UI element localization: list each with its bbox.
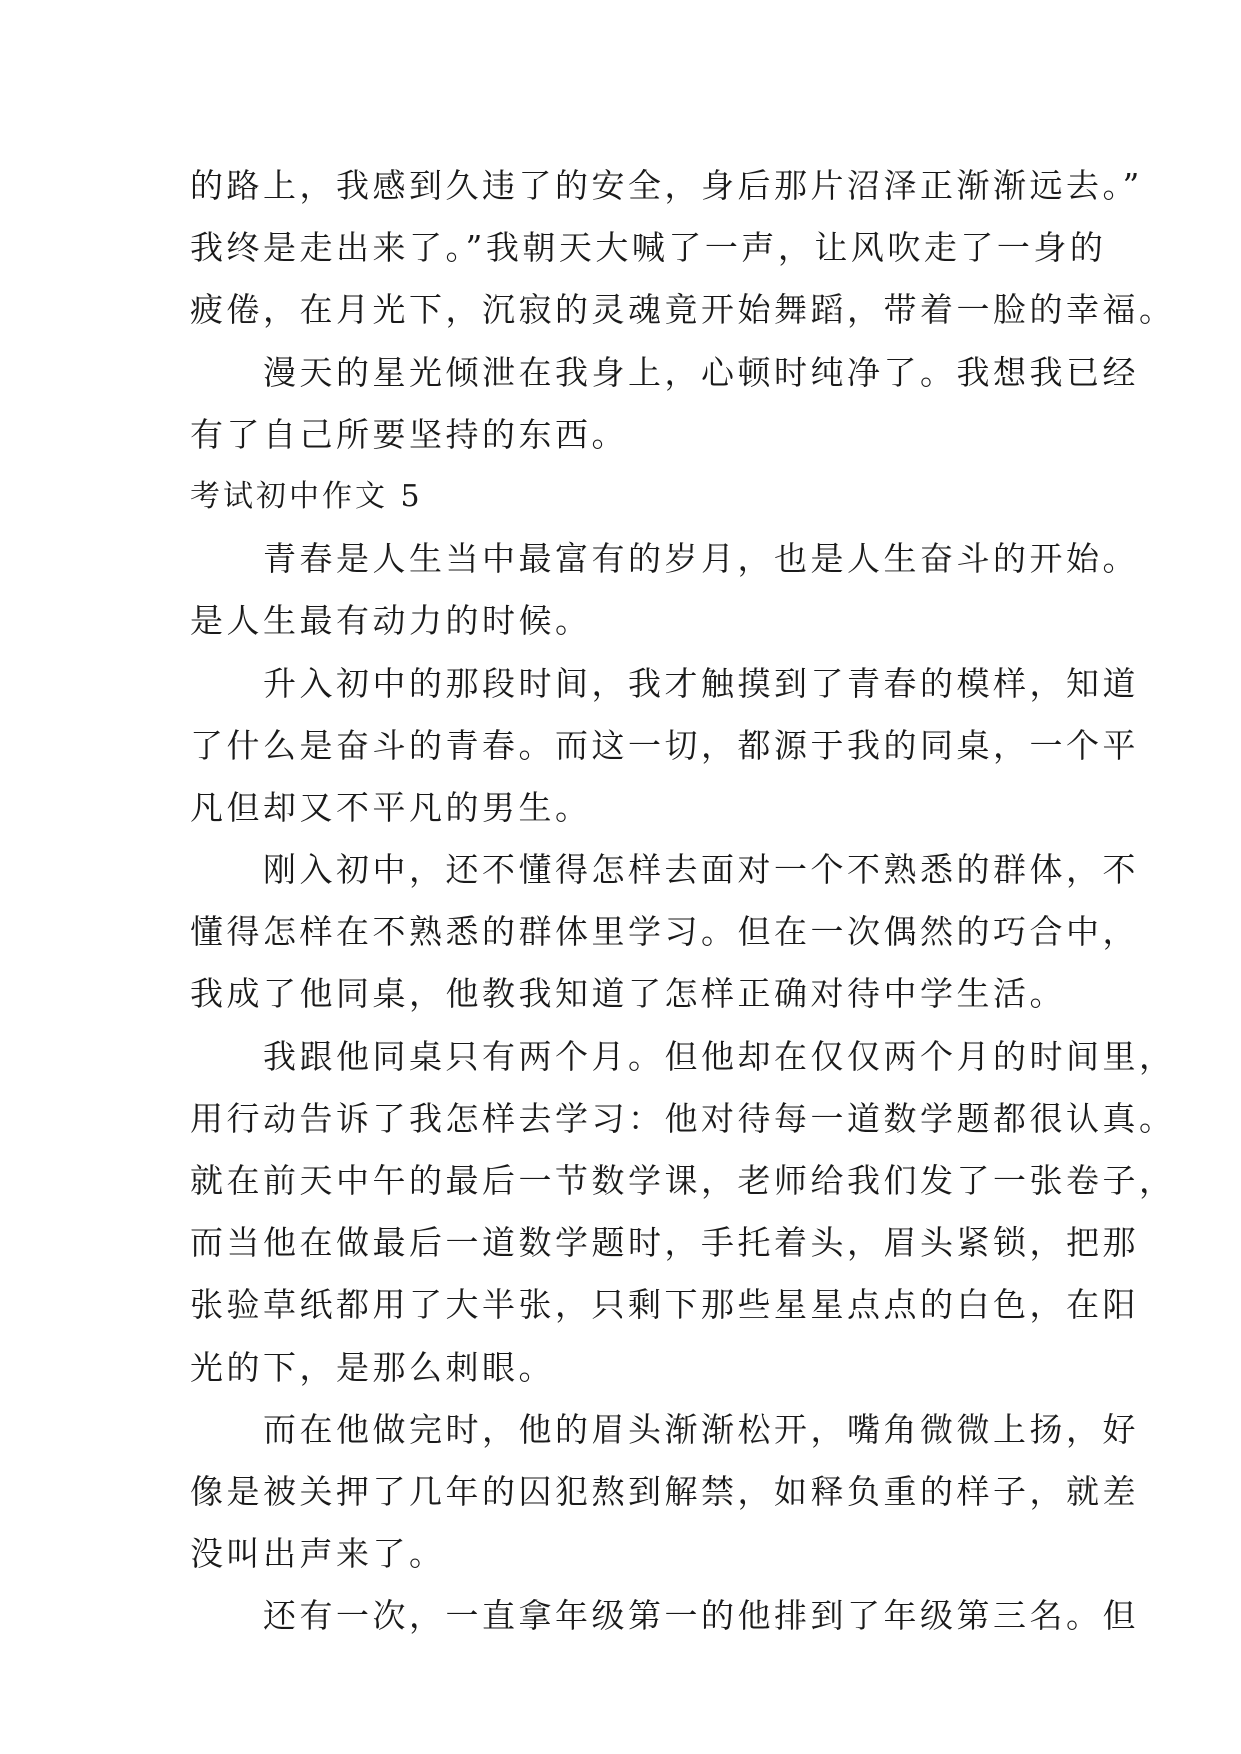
text-line: 而在他做完时，他的眉头渐渐松开，嘴角微微上扬，好 (190, 1409, 1139, 1449)
text-line: 青春是人生当中最富有的岁月，也是人生奋斗的开始。 (190, 539, 1139, 579)
text-line: 刚入初中，还不懂得怎样去面对一个不熟悉的群体，不 (190, 850, 1139, 890)
text-line: 升入初中的那段时间，我才触摸到了青春的模样，知道 (190, 663, 1139, 703)
text-line: 懂得怎样在不熟悉的群体里学习。但在一次偶然的巧合中， (190, 912, 1139, 952)
text-line: 就在前天中午的最后一节数学课，老师给我们发了一张卷子， (190, 1161, 1176, 1200)
text-line: 了什么是奋斗的青春。而这一切，都源于我的同桌，一个平 (190, 725, 1139, 765)
text-line: 而当他在做最后一道数学题时，手托着头，眉头紧锁，把那 (190, 1223, 1139, 1263)
section-heading: 考试初中作文 5 (190, 478, 423, 514)
text-line: 没叫出声来了。 (190, 1534, 446, 1574)
text-line: 漫天的星光倾泄在我身上，心顿时纯净了。我想我已经 (190, 352, 1139, 392)
text-line: 有了自己所要坚持的东西。 (190, 414, 628, 454)
text-line: 我终是走出来了。”我朝天大喊了一声，让风吹走了一身的 (190, 228, 1107, 268)
text-line: 光的下，是那么刺眼。 (190, 1347, 555, 1387)
text-line: 是人生最有动力的时候。 (190, 601, 592, 641)
text-line: 凡但却又不平凡的男生。 (190, 787, 592, 827)
text-line: 还有一次，一直拿年级第一的他排到了年级第三名。但 (190, 1596, 1139, 1636)
text-line: 的路上，我感到久违了的安全，身后那片沼泽正渐渐远去。” (190, 166, 1143, 205)
text-line: 我跟他同桌只有两个月。但他却在仅仅两个月的时间里， (190, 1036, 1176, 1076)
text-line: 用行动告诉了我怎样去学习：他对待每一道数学题都很认真。 (190, 1098, 1176, 1138)
text-line: 我成了他同桌，他教我知道了怎样正确对待中学生活。 (190, 974, 1066, 1014)
text-line: 张验草纸都用了大半张，只剩下那些星星点点的白色，在阳 (190, 1285, 1139, 1325)
text-line: 疲倦，在月光下，沉寂的灵魂竟开始舞蹈，带着一脸的幸福。 (190, 290, 1176, 330)
essay-body (190, 155, 1176, 1648)
text-line: 像是被关押了几年的囚犯熬到解禁，如释负重的样子，就差 (190, 1471, 1139, 1511)
